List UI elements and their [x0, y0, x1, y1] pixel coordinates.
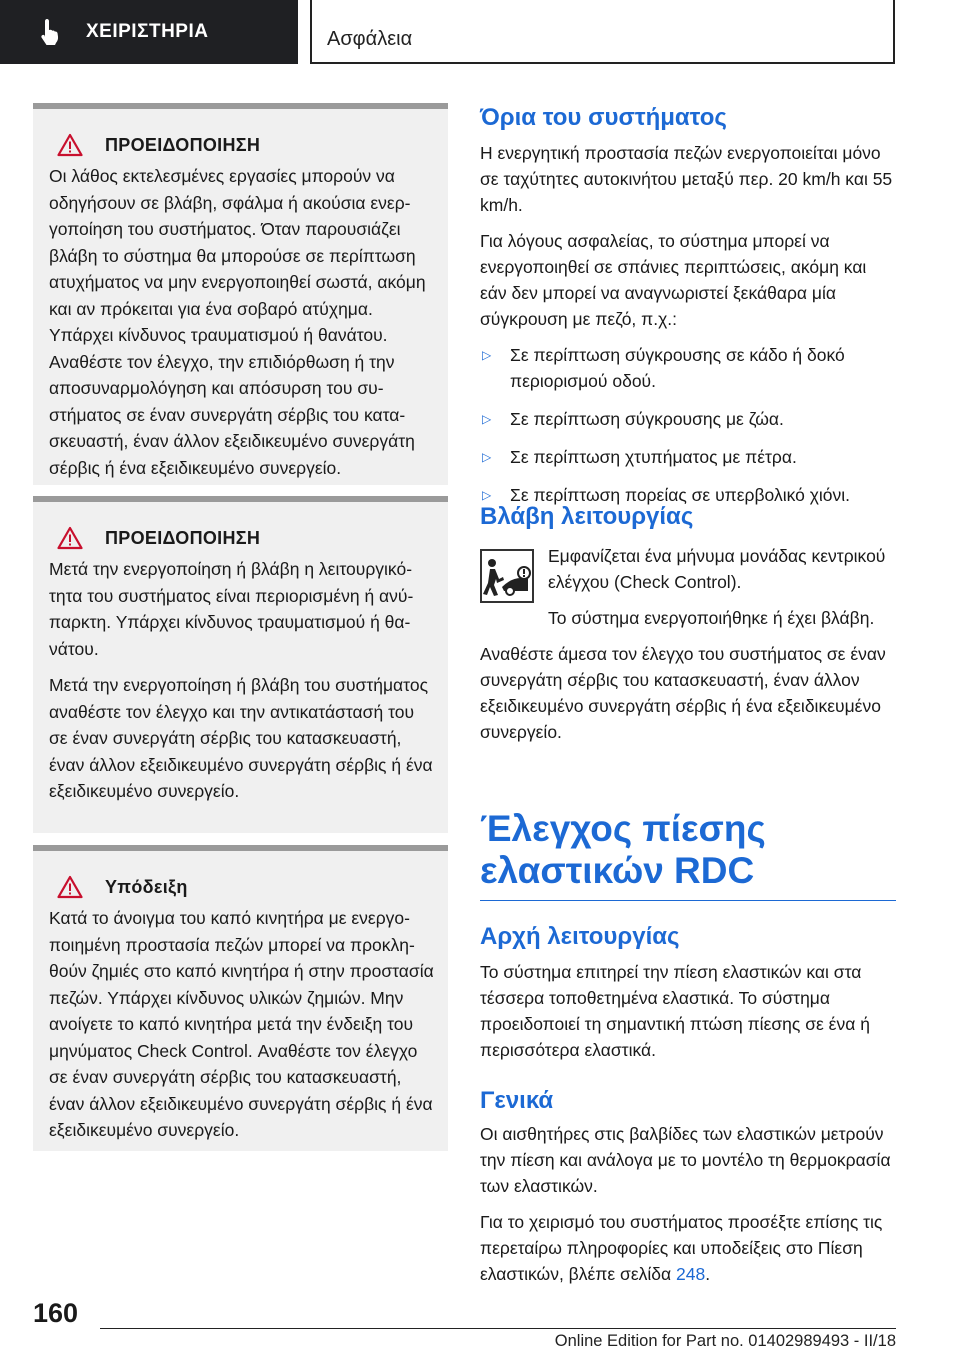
notice-box	[33, 845, 448, 1151]
malfunction-text: Αναθέστε άμεσα τον έλεγχο του συστήματος σε έναν συνεργάτη σέρβις του κατασκευαστή, έναν άλλον εξειδικευμένο συνεργάτη σέρβις ή ένα εξειδικευμένο συνεργείο.	[480, 644, 886, 742]
principle-heading: Αρχή λειτουργίας	[480, 923, 680, 950]
malfunction-text: Το σύστημα ενεργοποιήθηκε ή έχει βλάβη.	[548, 608, 875, 628]
notice-title: Υπόδειξη	[105, 876, 188, 897]
system-limits-text: Η ενεργητική προστασία πεζών ενεργοποιείται μόνο σε ταχύτητες αυτοκινήτου μεταξύ περ. 20 km/h και 55 km/h.	[480, 143, 893, 215]
bullet-triangle-icon: ▷	[482, 412, 492, 426]
header-divider-right	[893, 0, 895, 64]
warning-title: ΠΡΟΕΙΔΟΠΟΙΗΣΗ	[105, 134, 261, 155]
header-tab-label: ΧΕΙΡΙΣΤΗΡΙΑ	[86, 21, 209, 42]
warning-box-1	[33, 103, 448, 485]
general-text: Οι αισθητήρες στις βαλβίδες των ελαστικών μετρούν την πίεση και ανάλογα με το μοντέλο τη θερμοκρασία των ελαστικών.	[480, 1124, 891, 1196]
bullet-triangle-icon: ▷	[482, 450, 492, 464]
page-number: 160	[33, 1298, 79, 1328]
warning-text: Οι λάθος εκτελεσμένες εργασίες μπορούν να οδηγήσουν σε βλάβη, σφάλμα ή ακούσια ενεργοποίηση του συστήματος. Όταν παρουσιάζει βλάβη το σύστημα θα μπορούσε σε περίπτωση ατυχήματος να μην ενεργοποιηθεί σωστά, ακόμη και αν πρόκειται για ένα σοβαρό ατύχημα. Υπάρχει κίνδυνος τραυματισμού ή θανάτου. Αναθέστε τον έλεγχο, την επιδιόρθωση ή την αποσυναρμολόγηση και απόσυρση του συστήματος σε έναν συνεργάτη σέρβις του κατασκευαστή, έναν άλλον εξειδικευμένο συνεργάτη σέρβις ή ένα εξειδικευμένο συνεργείο.	[49, 166, 426, 478]
header-tab	[0, 0, 298, 64]
section-title: Ασφάλεια	[327, 28, 413, 50]
system-limits-section	[480, 104, 896, 520]
warning-triangle-icon	[57, 875, 83, 899]
system-limits-list	[480, 342, 896, 508]
list-item: ▷ Σε περίπτωση σύγκρουσης σε κάδο ή δοκό περιορισμού οδού.	[480, 342, 896, 394]
warning-text: Μετά την ενεργοποίηση ή βλάβη του συστήματος αναθέστε τον έλεγχο και την αντικατάστασή του σε έναν συνεργάτη σέρβις του κατασκευαστή, έναν άλλον εξειδικευμένο συνεργάτη σέρβις ή ένα εξειδικευμένο συνεργείο.	[49, 675, 433, 801]
principle-text: Το σύστημα επιτηρεί την πίεση ελαστικών και στα τέσσερα τοποθετημένα ελαστικά. Το σύστημα προειδοποιεί τη σημαντική πτώση πίεσης σε ένα ή περισσότερα ελαστικά.	[480, 962, 870, 1060]
footer-edition: Online Edition for Part no. 01402989493 - II/18	[554, 1332, 896, 1350]
header-divider	[310, 0, 312, 64]
warning-text: Μετά την ενεργοποίηση ή βλάβη η λειτουργικότητα του συστήματος είναι περιορισμένη ή ανύπαρκτη. Υπάρχει κίνδυνος τραυματισμού ή θανάτου.	[49, 559, 414, 659]
general-text: Για το χειρισμό του συστήματος προσέξτε επίσης τις περεταίρω πληροφορίες και υποδείξεις στο Πίεση ελαστικών, βλέπε σελίδα 248.	[480, 1212, 883, 1284]
bullet-triangle-icon: ▷	[482, 488, 492, 502]
hand-pointer-icon	[38, 17, 64, 47]
pedestrian-protection-icon	[480, 549, 534, 603]
general-heading: Γενικά	[480, 1087, 554, 1114]
malfunction-heading: Βλάβη λειτουργίας	[480, 503, 694, 530]
list-item: ▷ Σε περίπτωση χτυπήματος με πέτρα.	[480, 444, 896, 470]
notice-text: Κατά το άνοιγμα του καπό κινητήρα με ενεργοποιημένη προστασία πεζών μπορεί να προκληθούν ζημιές στο καπό κινητήρα ή στην προστασία πεζών. Υπάρχει κίνδυνος υλικών ζημιών. Μην ανοίγετε το καπό κινητήρα μετά την ένδειξη του μηνύματος Check Control. Αναθέστε τον έλεγχο σε έναν συνεργάτη σέρβις του κατασκευαστή, έναν άλλον εξειδικευμένο συνεργάτη σέρβις ή ένα εξειδικευμένο συνεργείο.	[49, 908, 434, 1140]
page-link[interactable]: 248	[676, 1264, 706, 1284]
list-item: ▷ Σε περίπτωση σύγκρουσης με ζώα.	[480, 406, 896, 432]
system-limits-heading: Όρια του συστήματος	[480, 104, 727, 131]
warning-title: ΠΡΟΕΙΔΟΠΟΙΗΣΗ	[105, 527, 261, 548]
rdc-title: Έλεγχος πίεσης ελαστικών RDC	[480, 808, 766, 891]
footer-rule	[100, 1328, 896, 1329]
bullet-triangle-icon: ▷	[482, 348, 492, 362]
system-limits-text: Για λόγους ασφαλείας, το σύστημα μπορεί να ενεργοποιηθεί σε σπάνιες περιπτώσεις, ακόμη και εάν δεν μπορεί να αναγνωριστεί ξεκάθαρα μία σύγκρουση με πεζό, π.χ.:	[480, 231, 867, 329]
malfunction-section	[480, 503, 896, 755]
malfunction-text: Εμφανίζεται ένα μήνυμα μονάδας κεντρικού ελέγχου (Check Control).	[548, 546, 886, 592]
rdc-section	[480, 808, 896, 1297]
warning-triangle-icon	[57, 133, 83, 157]
list-item: ▷ Σε περίπτωση πορείας σε υπερβολικό χιόνι.	[480, 482, 896, 508]
header-underline	[310, 62, 895, 64]
warning-triangle-icon	[57, 526, 83, 550]
warning-box-2	[33, 496, 448, 833]
